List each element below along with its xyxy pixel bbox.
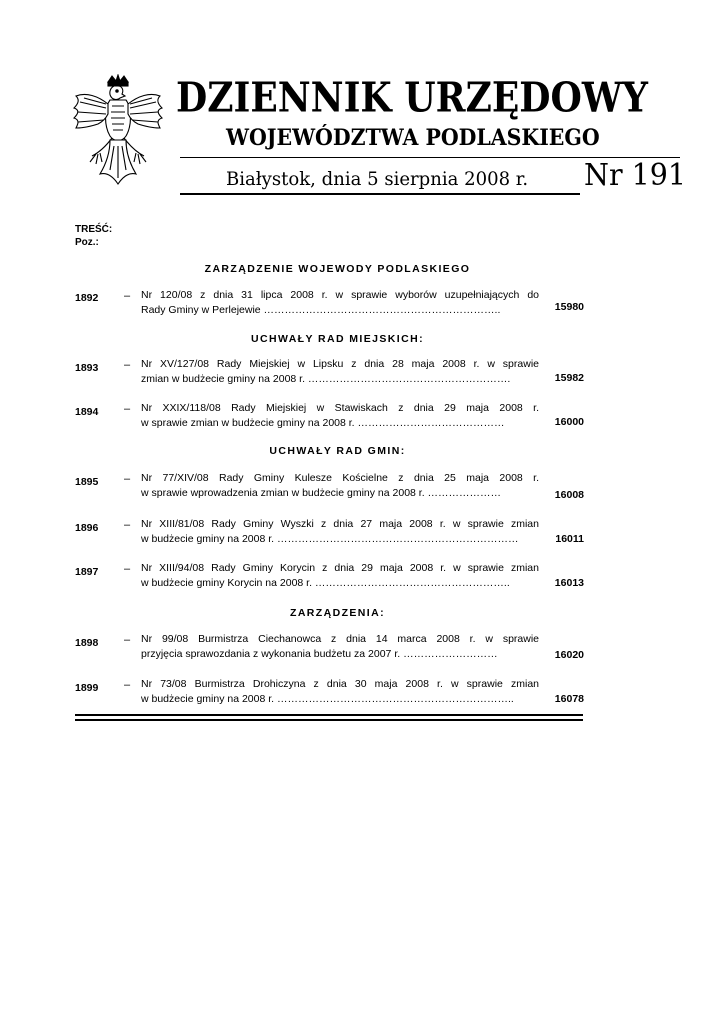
- entry-position: 1897: [75, 566, 99, 578]
- entry-page: 16013: [554, 577, 584, 589]
- list-item: [141, 288, 539, 318]
- section-heading: ZARZĄDZENIE WOJEWODY PODLASKIEGO: [204, 263, 471, 275]
- entry-position: 1898: [75, 637, 99, 649]
- entry-line1: Nr 77/XIV/08 Rady Gminy Kulesze Kościelne z dnia 25 maja 2008 r.: [141, 472, 539, 484]
- footer-rule-top: [75, 714, 583, 716]
- section-heading: UCHWAŁY RAD GMIN:: [269, 445, 406, 457]
- list-item: [141, 401, 539, 431]
- entry-line2: w budżecie gminy Korycin na 2008 r. ………………………………………………..: [141, 577, 510, 589]
- entry-line1: Nr XXIX/118/08 Rady Miejskiej w Stawiskach z dnia 29 maja 2008 r.: [141, 402, 539, 414]
- entry-page: 15982: [554, 372, 584, 384]
- entry-line2: w sprawie wprowadzenia zmian w budżecie gminy na 2008 r. …………………: [141, 487, 502, 499]
- entry-dash: –: [124, 563, 131, 575]
- place-date: Białystok, dnia 5 sierpnia 2008 r.: [226, 168, 529, 190]
- entry-line1: Nr XV/127/08 Rady Miejskiej w Lipsku z dnia 28 maja 2008 r. w sprawie: [141, 358, 539, 370]
- entry-line2: przyjęcia sprawozdania z wykonania budżetu za 2007 r. ………………………: [141, 648, 498, 660]
- list-item: [141, 677, 539, 707]
- entry-page: 16011: [555, 533, 584, 545]
- header-rule-bottom: [180, 193, 580, 195]
- entry-line2: Rady Gminy w Perlejewie …………………………………………………………..: [141, 304, 501, 316]
- entry-line1: Nr XIII/81/08 Rady Gminy Wyszki z dnia 27 maja 2008 r. w sprawie zmian: [141, 518, 539, 530]
- entry-dash: –: [124, 359, 131, 371]
- journal-title: DZIENNIK URZĘDOWY: [176, 74, 648, 122]
- list-item: [141, 517, 539, 547]
- entry-page: 16078: [554, 693, 584, 705]
- entry-line2: w budżecie gminy na 2008 r. …………………………………………………………..: [141, 693, 514, 705]
- list-item: [141, 561, 539, 591]
- footer-rule-bottom: [75, 719, 583, 721]
- list-item: [141, 632, 539, 662]
- issue-number: Nr 191: [584, 158, 687, 193]
- list-item: [141, 471, 539, 501]
- position-label: Poz.:: [75, 237, 99, 248]
- entry-page: 16008: [554, 489, 584, 501]
- section-heading: UCHWAŁY RAD MIEJSKICH:: [251, 333, 424, 345]
- contents-label: TREŚĆ:: [75, 224, 113, 235]
- list-item: [141, 357, 539, 387]
- entry-line2: zmian w budżecie gminy na 2008 r. ………………………………………………….: [141, 373, 511, 385]
- entry-line2: w sprawie zmian w budżecie gminy na 2008 r. ……………………………………: [141, 417, 505, 429]
- entry-page: 16000: [554, 416, 584, 428]
- entry-line1: Nr 99/08 Burmistrza Ciechanowca z dnia 14 marca 2008 r. w sprawie: [141, 633, 539, 645]
- entry-dash: –: [124, 403, 131, 415]
- entry-dash: –: [124, 290, 131, 302]
- entry-position: 1896: [75, 522, 99, 534]
- entry-position: 1893: [75, 362, 99, 374]
- entry-line1: Nr XIII/94/08 Rady Gminy Korycin z dnia 29 maja 2008 r. w sprawie zmian: [141, 562, 539, 574]
- entry-line2: w budżecie gminy na 2008 r. ……………………………………………………………: [141, 533, 519, 545]
- entry-position: 1892: [75, 292, 99, 304]
- entry-dash: –: [124, 519, 131, 531]
- entry-line1: Nr 73/08 Burmistrza Drohiczyna z dnia 30 maja 2008 r. w sprawie zmian: [141, 678, 539, 690]
- entry-page: 15980: [554, 301, 584, 313]
- entry-position: 1899: [75, 682, 99, 694]
- entry-dash: –: [124, 634, 131, 646]
- polish-eagle-emblem-icon: [70, 74, 166, 186]
- entry-position: 1895: [75, 476, 99, 488]
- journal-subtitle: WOJEWÓDZTWA PODLASKIEGO: [226, 125, 600, 151]
- entry-line1: Nr 120/08 z dnia 31 lipca 2008 r. w sprawie wyborów uzupełniających do: [141, 289, 539, 301]
- section-heading: ZARZĄDZENIA:: [290, 607, 385, 619]
- entry-position: 1894: [75, 406, 99, 418]
- entry-dash: –: [124, 473, 131, 485]
- entry-page: 16020: [554, 649, 584, 661]
- entry-dash: –: [124, 679, 131, 691]
